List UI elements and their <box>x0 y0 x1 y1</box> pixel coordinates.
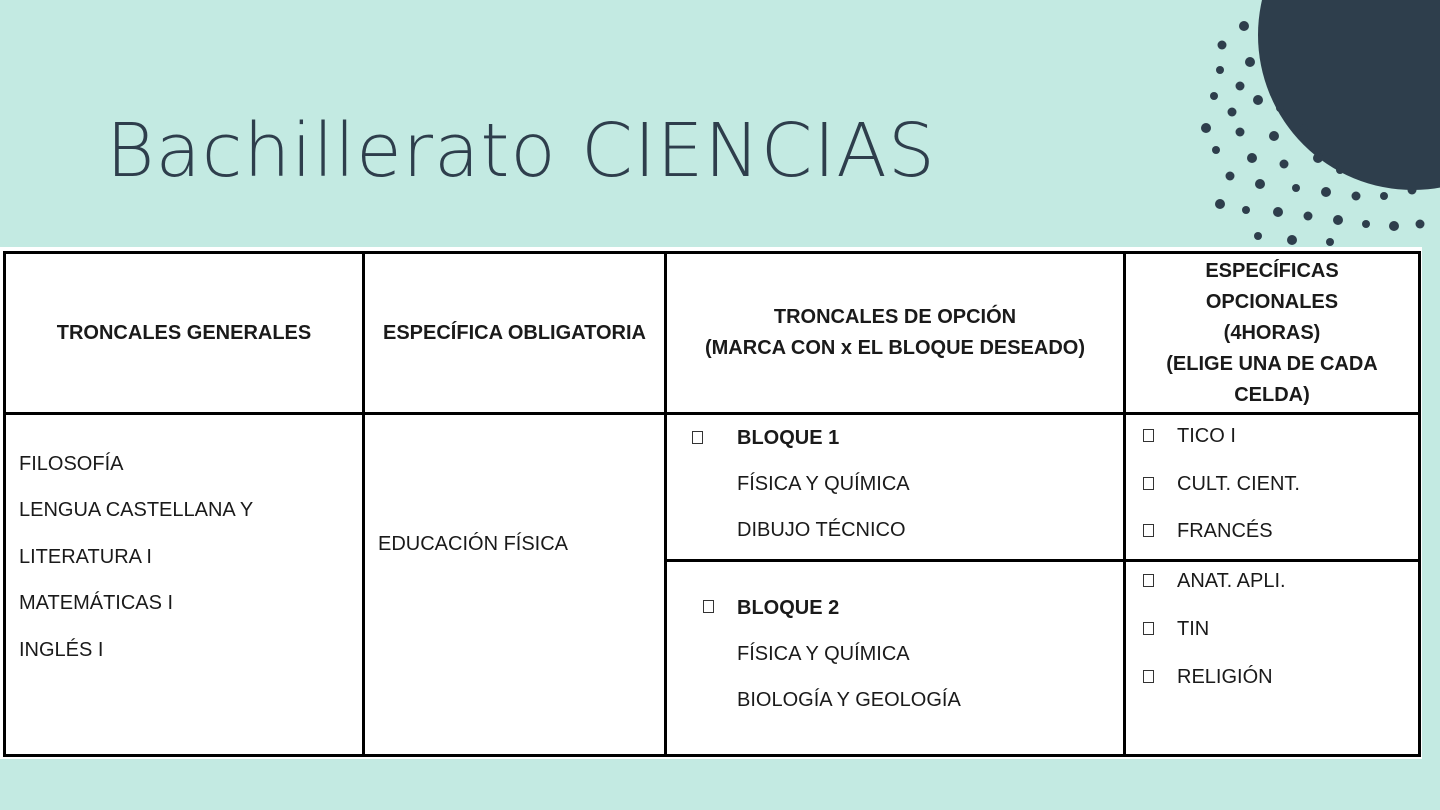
bloque-2-label: BLOQUE 2 <box>737 597 840 619</box>
option-checkbox[interactable] <box>1143 524 1154 537</box>
subjects-table <box>0 247 1422 759</box>
bloque-2-checkbox[interactable] <box>703 600 714 613</box>
option-label: RELIGIÓN <box>1177 666 1273 688</box>
header-especificas-opcionales: ESPECÍFICAS OPCIONALES (4HORAS) (ELIGE UNA DE CADA CELDA) <box>1123 251 1421 415</box>
subject-item: LENGUA CASTELLANA Y <box>19 499 254 521</box>
subject-item: FÍSICA Y QUÍMICA <box>737 473 910 495</box>
option-checkbox[interactable] <box>1143 429 1154 442</box>
slide-title: Bachillerato CIENCIAS <box>106 108 936 194</box>
subject-item: FÍSICA Y QUÍMICA <box>737 643 910 665</box>
header-especifica-obligatoria: ESPECÍFICA OBLIGATORIA <box>362 251 667 415</box>
bloque-2-cell <box>664 559 1126 757</box>
troncales-generales-cell <box>3 412 365 757</box>
subject-item: DIBUJO TÉCNICO <box>737 519 906 541</box>
subject-item: BIOLOGÍA Y GEOLOGÍA <box>737 689 961 711</box>
subject-item: LITERATURA I <box>19 546 152 568</box>
opcionales-grupo-2-cell <box>1123 559 1421 757</box>
option-label: ANAT. APLI. <box>1177 570 1286 592</box>
bloque-1-cell <box>664 412 1126 562</box>
header-troncales-opcion: TRONCALES DE OPCIÓN (MARCA CON x EL BLOQUE DESEADO) <box>664 251 1126 415</box>
header-troncales-generales: TRONCALES GENERALES <box>3 251 365 415</box>
subject-item: INGLÉS I <box>19 639 104 661</box>
subject-item: EDUCACIÓN FÍSICA <box>378 533 569 555</box>
subject-item: MATEMÁTICAS I <box>19 592 174 614</box>
option-checkbox[interactable] <box>1143 574 1154 587</box>
bloque-1-label: BLOQUE 1 <box>737 427 840 449</box>
bloque-1-checkbox[interactable] <box>692 431 703 444</box>
option-label: TICO I <box>1177 425 1236 447</box>
especifica-obligatoria-cell <box>362 412 667 757</box>
subject-item: FILOSOFÍA <box>19 453 124 475</box>
option-label: TIN <box>1177 618 1210 640</box>
opcionales-grupo-1-cell <box>1123 412 1421 562</box>
option-label: FRANCÉS <box>1177 520 1273 542</box>
option-checkbox[interactable] <box>1143 622 1154 635</box>
option-checkbox[interactable] <box>1143 670 1154 683</box>
option-label: CULT. CIENT. <box>1177 473 1300 495</box>
decorative-dots <box>1180 0 1440 260</box>
option-checkbox[interactable] <box>1143 477 1154 490</box>
